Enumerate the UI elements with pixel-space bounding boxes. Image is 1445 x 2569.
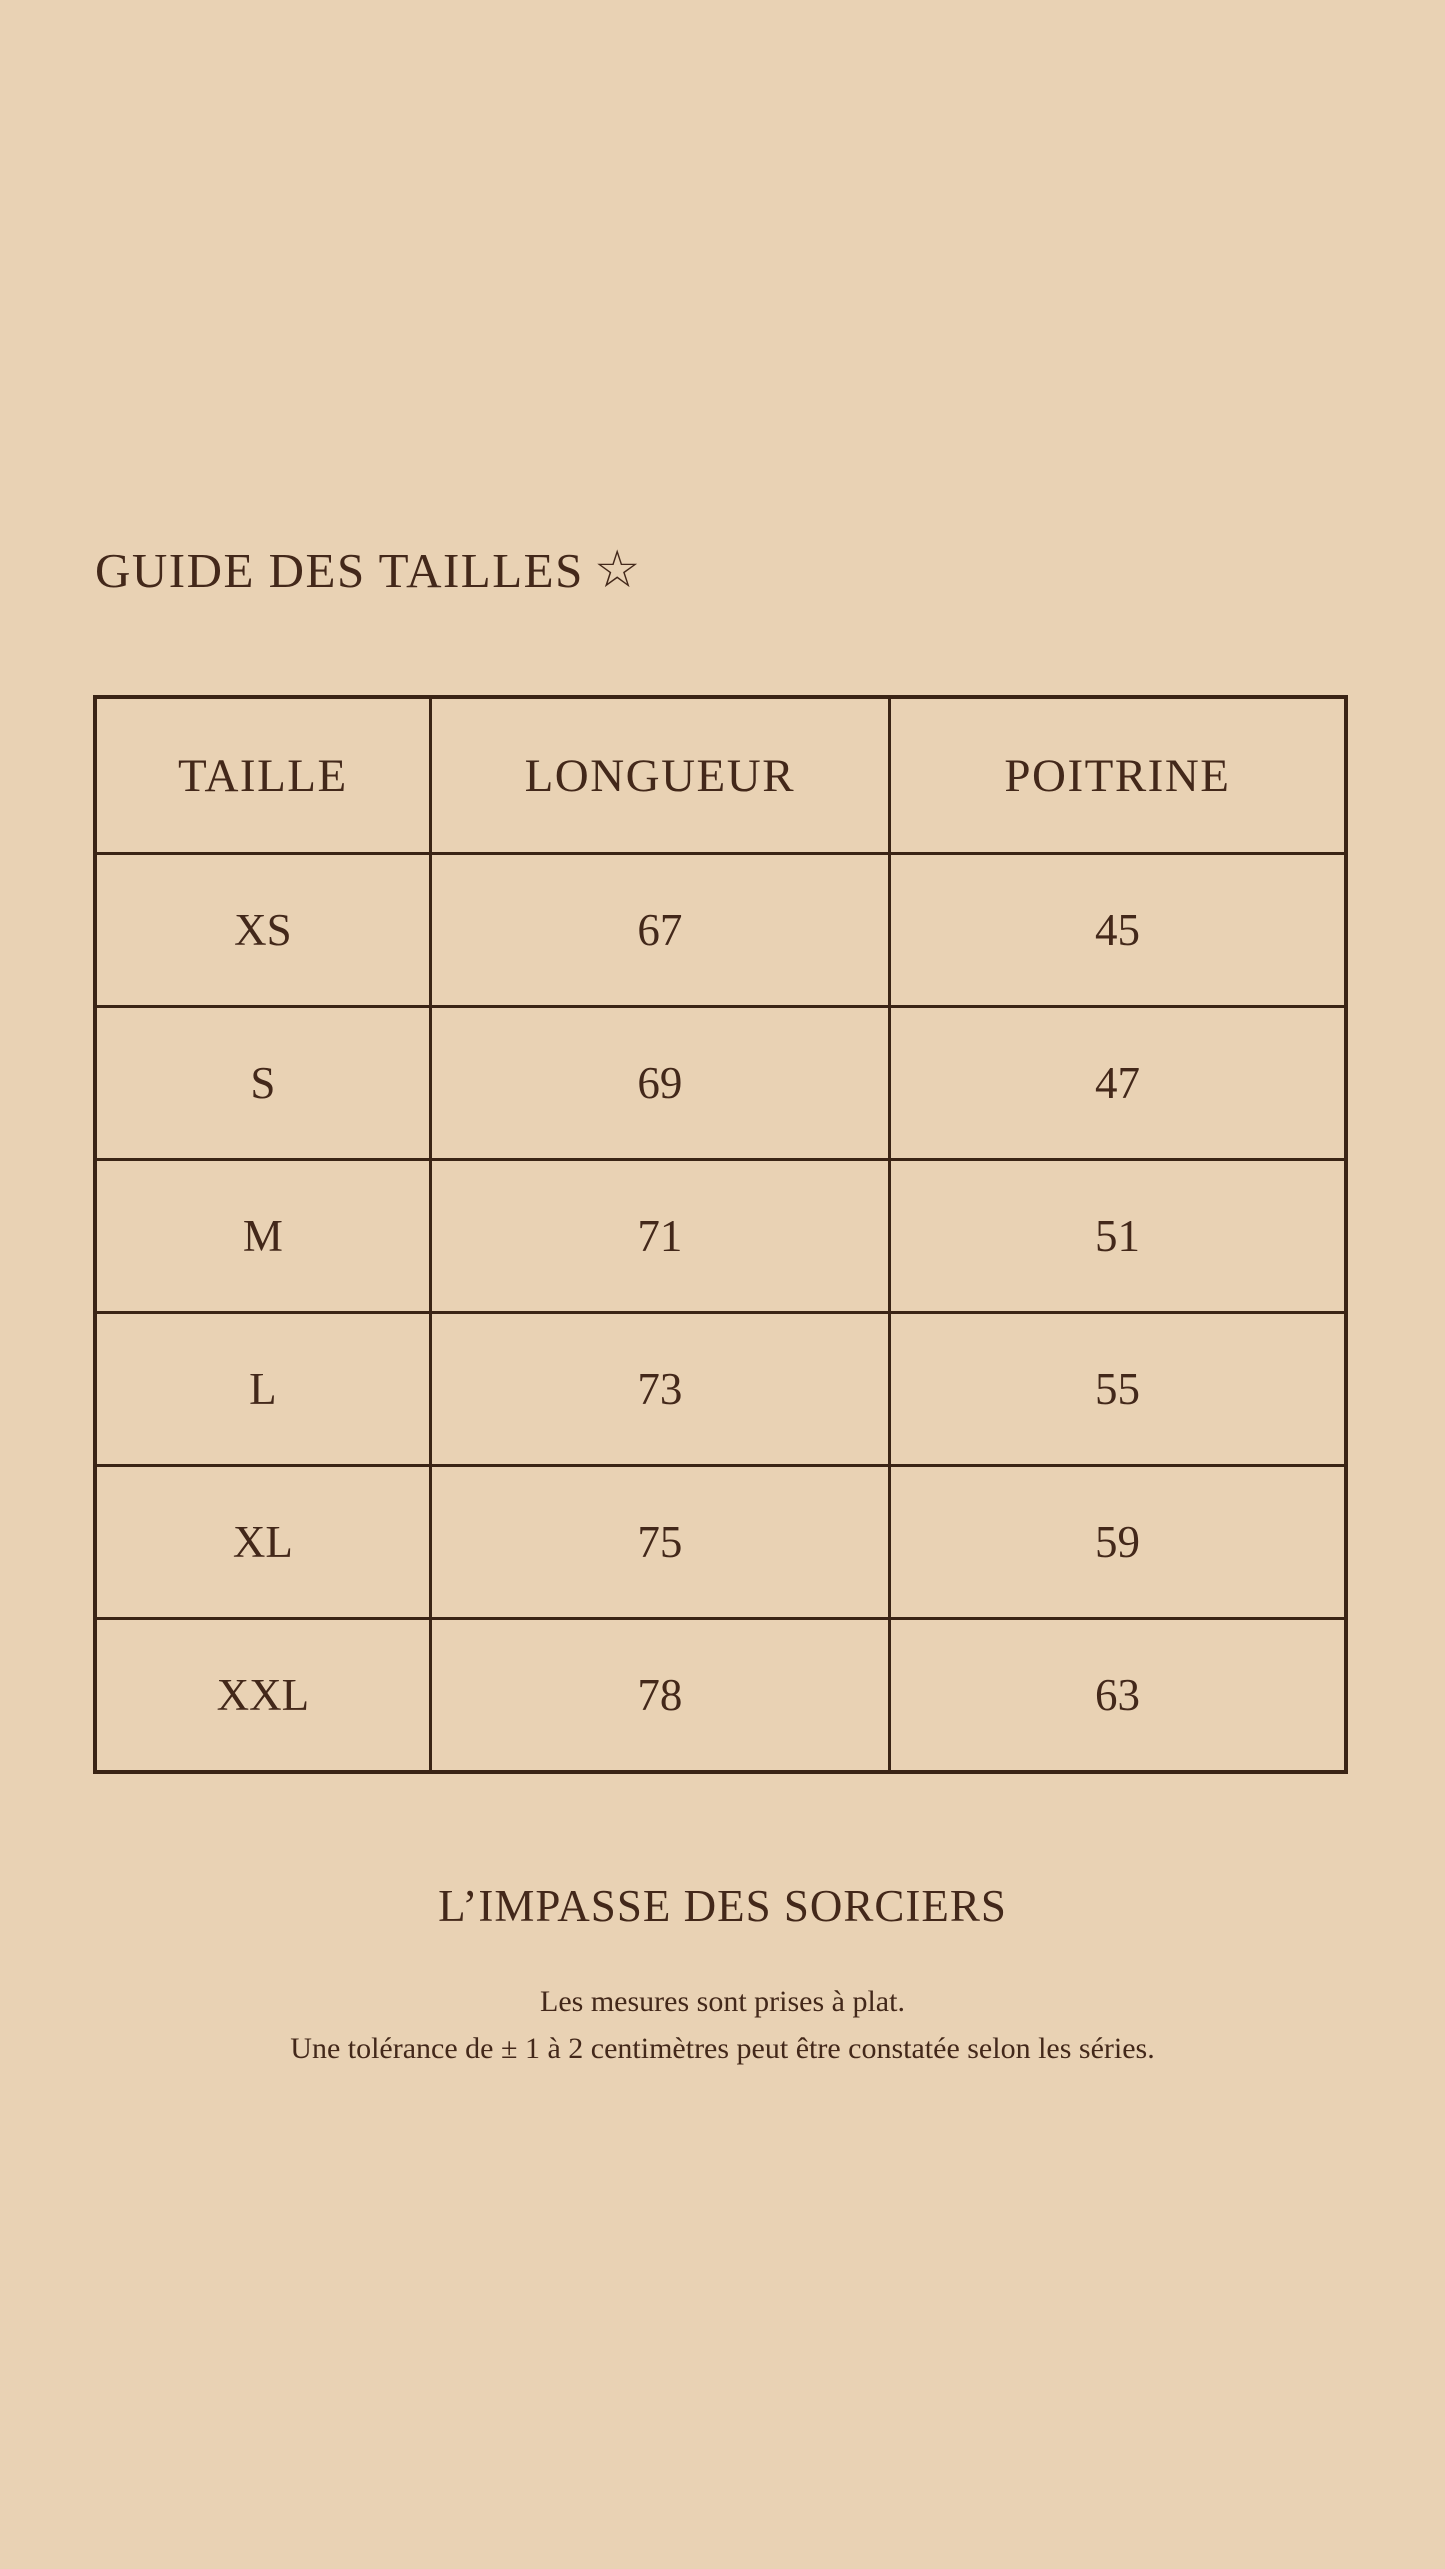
cell-taille: S <box>95 1007 430 1160</box>
table-row <box>95 1160 1346 1313</box>
cell-poitrine: 55 <box>889 1313 1346 1466</box>
star-outline-icon: ☆ <box>593 542 642 599</box>
page-title-text: GUIDE DES TAILLES <box>95 543 584 598</box>
page-title <box>95 540 642 600</box>
table-row <box>95 1313 1346 1466</box>
cell-longueur: 75 <box>430 1466 889 1619</box>
cell-poitrine: 59 <box>889 1466 1346 1619</box>
brand-name: L’IMPASSE DES SORCIERS <box>438 1881 1007 1931</box>
size-guide-table <box>93 695 1348 1774</box>
cell-taille: M <box>95 1160 430 1313</box>
table-header-row <box>95 697 1346 854</box>
cell-poitrine: 47 <box>889 1007 1346 1160</box>
column-header-poitrine: POITRINE <box>889 697 1346 854</box>
table-row <box>95 854 1346 1007</box>
cell-poitrine: 63 <box>889 1619 1346 1773</box>
size-guide-table-container <box>93 695 1348 1774</box>
cell-longueur: 73 <box>430 1313 889 1466</box>
table-row <box>95 1619 1346 1773</box>
cell-longueur: 71 <box>430 1160 889 1313</box>
column-header-taille: TAILLE <box>95 697 430 854</box>
cell-poitrine: 45 <box>889 854 1346 1007</box>
table-row <box>95 1007 1346 1160</box>
measurement-notes <box>0 1978 1445 2072</box>
cell-taille: L <box>95 1313 430 1466</box>
note-line-1: Les mesures sont prises à plat. <box>540 1985 905 2018</box>
cell-taille: XXL <box>95 1619 430 1773</box>
cell-poitrine: 51 <box>889 1160 1346 1313</box>
cell-taille: XL <box>95 1466 430 1619</box>
cell-longueur: 78 <box>430 1619 889 1773</box>
cell-longueur: 67 <box>430 854 889 1007</box>
cell-taille: XS <box>95 854 430 1007</box>
cell-longueur: 69 <box>430 1007 889 1160</box>
note-line-2: Une tolérance de ± 1 à 2 centimètres peut être constatée selon les séries. <box>290 2032 1155 2065</box>
table-row <box>95 1466 1346 1619</box>
column-header-longueur: LONGUEUR <box>430 697 889 854</box>
